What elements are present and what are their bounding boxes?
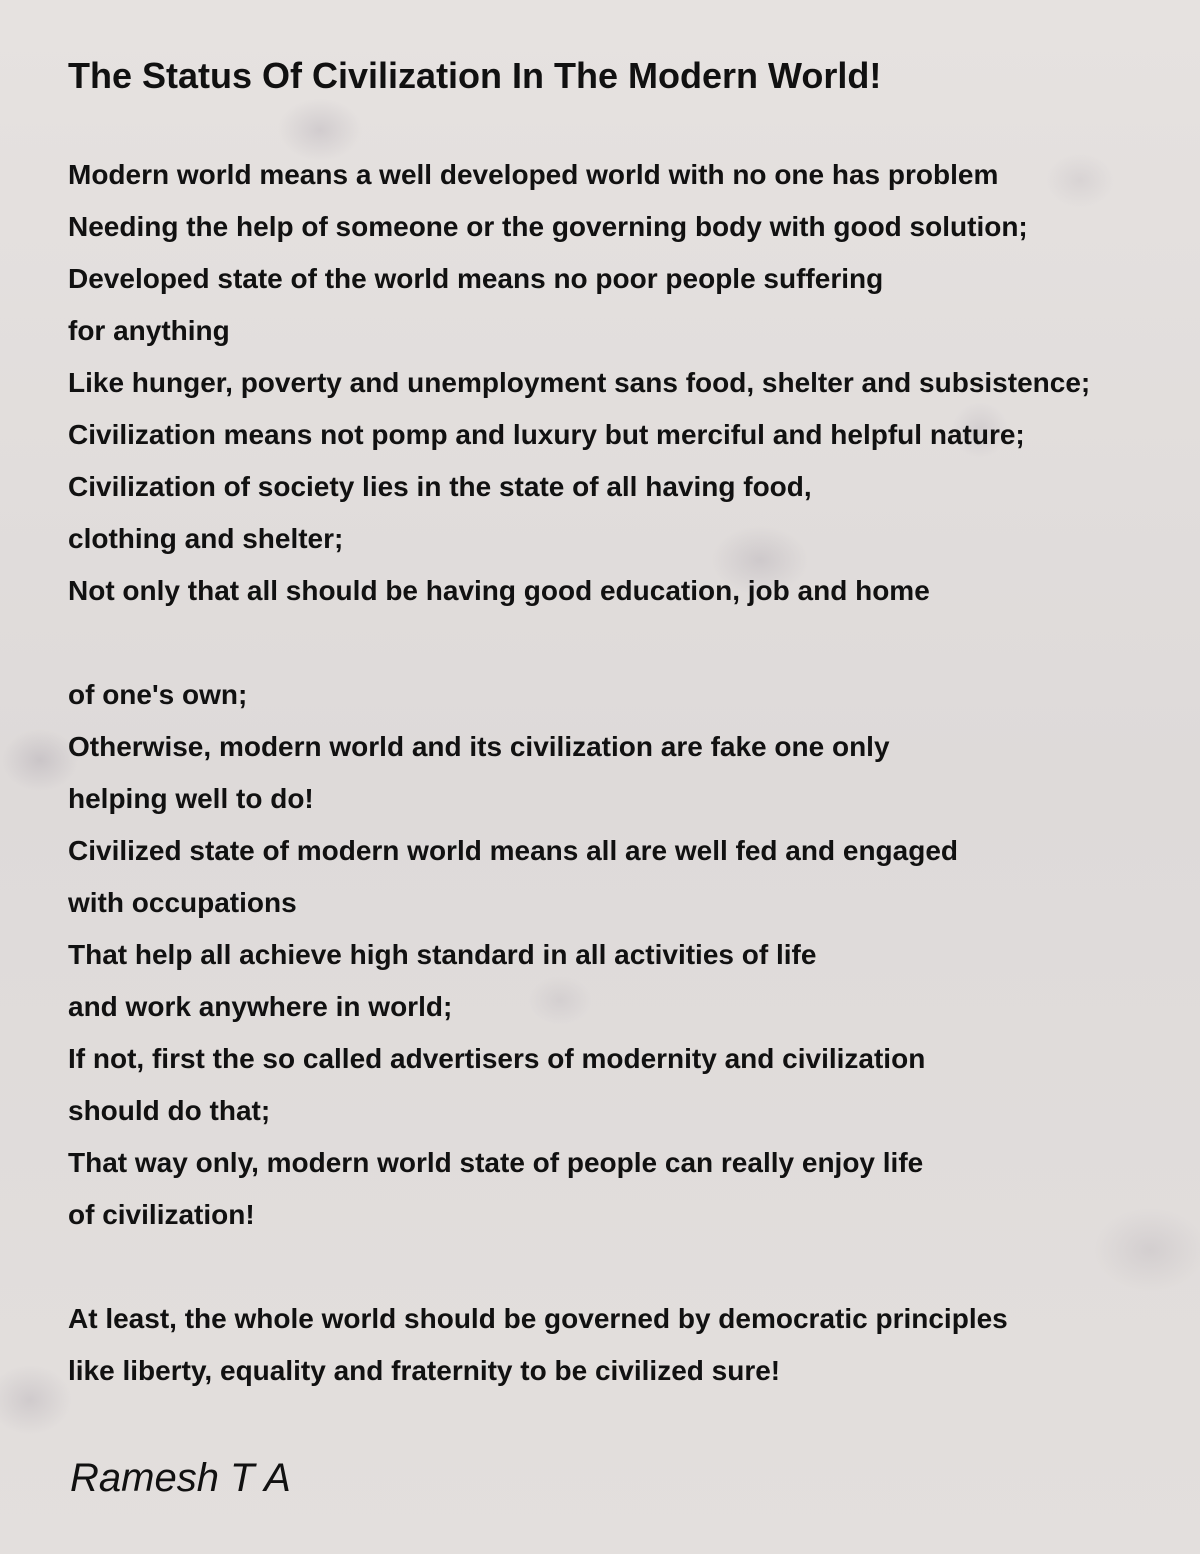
poem-line: If not, first the so called advertisers of modernity and civilization: [68, 1043, 926, 1074]
poem-line: Civilized state of modern world means all are well fed and engaged: [68, 835, 958, 866]
poem-line: That way only, modern world state of people can really enjoy life: [68, 1147, 924, 1178]
poem-line: Civilization means not pomp and luxury but merciful and helpful nature;: [68, 419, 1025, 450]
poem-line: helping well to do!: [68, 783, 314, 814]
poem-stanza-break: [68, 1241, 1200, 1293]
poem-line: and work anywhere in world;: [68, 991, 453, 1022]
poem-author: Ramesh T A: [70, 1456, 291, 1500]
poem-line: clothing and shelter;: [68, 523, 344, 554]
poem-line: Modern world means a well developed world with no one has problem: [68, 159, 999, 190]
poem-line: of one's own;: [68, 679, 248, 710]
poem-page: [68, 0, 1200, 1554]
poem-stanza-break: [68, 617, 1200, 669]
poem-line: Not only that all should be having good education, job and home: [68, 575, 930, 606]
poem-line: At least, the whole world should be governed by democratic principles: [68, 1303, 1008, 1334]
poem-line: Needing the help of someone or the governing body with good solution;: [68, 211, 1028, 242]
poem-line: like liberty, equality and fraternity to be civilized sure!: [68, 1355, 781, 1386]
poem-line: of civilization!: [68, 1199, 255, 1230]
poem-body: [68, 149, 1200, 1397]
poem-line: Civilization of society lies in the state of all having food,: [68, 471, 812, 502]
poem-line: Developed state of the world means no poor people suffering: [68, 263, 884, 294]
poem-line: Otherwise, modern world and its civilization are fake one only: [68, 731, 890, 762]
poem-line: That help all achieve high standard in all activities of life: [68, 939, 817, 970]
poem-title: The Status Of Civilization In The Modern World!: [68, 55, 882, 96]
poem-line: should do that;: [68, 1095, 271, 1126]
poem-line: with occupations: [68, 887, 297, 918]
poem-line: for anything: [68, 315, 230, 346]
poem-line: Like hunger, poverty and unemployment sans food, shelter and subsistence;: [68, 367, 1091, 398]
